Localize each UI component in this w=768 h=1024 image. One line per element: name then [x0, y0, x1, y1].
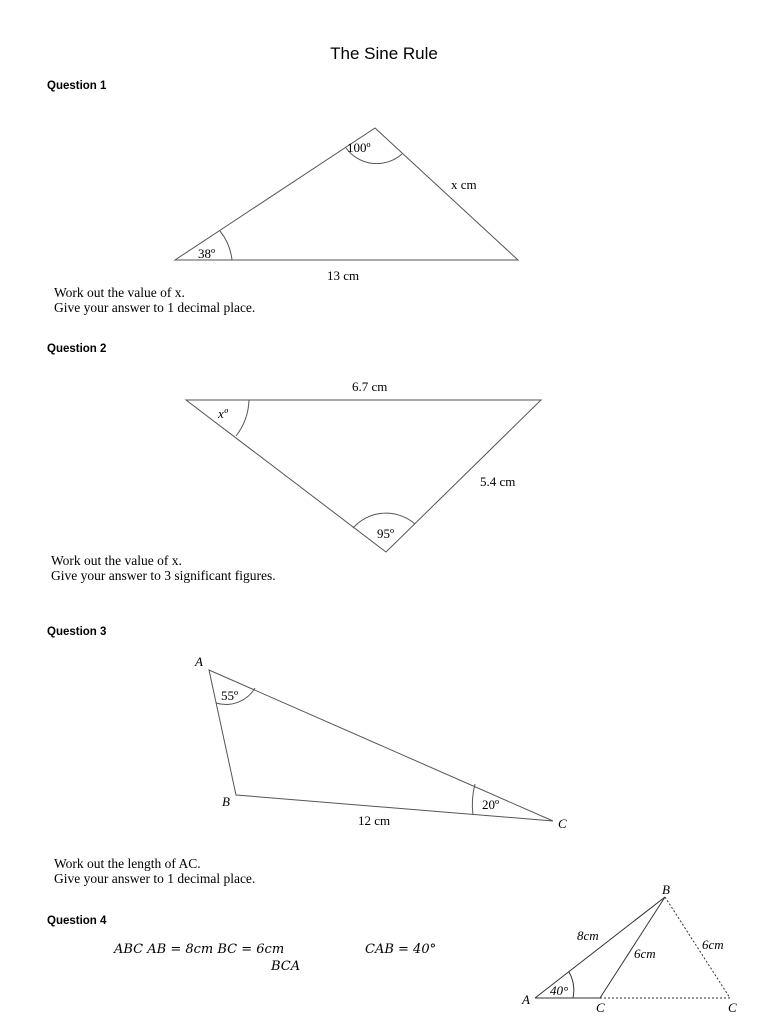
q3-vertex-a-label: A: [195, 654, 203, 669]
q4-side-bc1-label: 6cm: [634, 946, 656, 961]
q4-vertex-c2-label: C: [728, 1000, 737, 1015]
q4-statement-line-2: BCA: [271, 959, 301, 974]
q1-instruction-line-1: Work out the value of x.: [54, 285, 185, 300]
page-title: The Sine Rule: [330, 44, 438, 63]
q2-side-top-label: 6.7 cm: [352, 379, 388, 394]
question-2-heading: Question 2: [47, 343, 107, 355]
q2-angle-left-label: xº: [218, 406, 228, 421]
q3-angle-c-label: 20º: [482, 797, 500, 812]
q3-instruction-line-1: Work out the length of AC.: [54, 856, 201, 871]
q4-statement-line-1: ABC AB = 8cm BC = 6cm: [114, 942, 285, 957]
q4-angle-arc-a: [569, 972, 574, 998]
q4-vertex-c1-label: C: [596, 1000, 605, 1015]
q2-instruction-line-1: Work out the value of x.: [51, 553, 182, 568]
q2-angle-bottom-label: 95º: [377, 526, 395, 541]
q4-side-bc2-label: 6cm: [702, 937, 724, 952]
q1-angle-top-label: 100º: [347, 140, 371, 155]
question-3-heading: Question 3: [47, 626, 107, 638]
q4-angle-a-label: 40°: [550, 983, 569, 998]
q4-vertex-a-label: A: [522, 992, 530, 1007]
q3-side-bc-label: 12 cm: [358, 813, 391, 828]
q1-instruction-line-2: Give your answer to 1 decimal place.: [54, 300, 256, 315]
q3-instruction-line-2: Give your answer to 1 decimal place.: [54, 871, 256, 886]
q2-side-right-label: 5.4 cm: [480, 474, 516, 489]
question-4-heading: Question 4: [47, 915, 107, 927]
q3-vertex-c-label: C: [558, 816, 567, 831]
q1-side-right-label: x cm: [451, 177, 477, 192]
q1-angle-left-label: 38º: [198, 246, 216, 261]
question-1-heading: Question 1: [47, 80, 107, 92]
q2-instruction-line-2: Give your answer to 3 significant figures.: [51, 568, 276, 583]
q1-side-bottom-label: 13 cm: [327, 268, 360, 283]
q4-vertex-b-label: B: [662, 882, 670, 897]
q4-statement-angle: CAB = 40°: [365, 942, 437, 957]
q4-side-ab-label: 8cm: [577, 928, 599, 943]
q3-vertex-b-label: B: [222, 794, 230, 809]
q3-angle-a-label: 55º: [221, 688, 239, 703]
